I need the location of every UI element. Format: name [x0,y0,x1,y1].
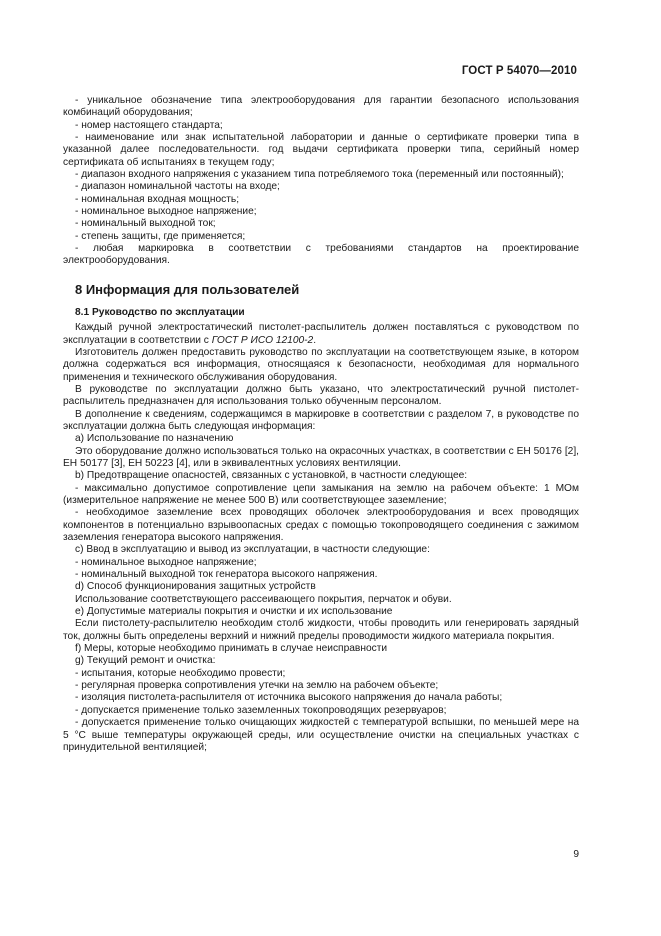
list-item: - номинальная входная мощность; [75,193,240,205]
list-item: - диапазон входного напряжения с указанием типа потребляемого тока (переменный или постоянный); [75,169,564,181]
paragraph-text: Каждый ручной электростатический пистолет-распылитель должен поставляться с руководством по эксплуатации в соответствии с [63,322,579,346]
list-item: - номер настоящего стандарта; [75,119,223,131]
paragraph: Каждый ручной электростатический пистолет-распылитель должен поставляться с руководством по эксплуатации в соответствии с ГОСТ Р ИСО 12100-2. [63,322,579,346]
list-item: - номинальное выходное напряжение; [75,556,257,568]
list-item: - диапазон номинальной частоты на входе; [75,181,280,193]
list-item: - изоляция пистолета-распылителя от источника высокого напряжения до начала работы; [75,692,503,704]
subsection-heading: 8.1 Руководство по эксплуатации [75,306,245,318]
paragraph: Это оборудование должно использоваться только на окрасочных участках, в соответствии с ЕН 50176 [2], ЕН 50177 [3], ЕН 50223 [4], или в эквивалентных условиях вентиляции. [63,445,579,469]
list-item: - степень защиты, где применяется; [75,230,246,242]
standard-designation: ГОСТ Р 54070—2010 [461,65,577,77]
list-item: - регулярная проверка сопротивления утечки на землю на рабочем объекте; [75,680,439,692]
list-item: - номинальный выходной ток; [75,218,216,230]
list-item: - максимально допустимое сопротивление цепи замыкания на землю на рабочем объекте: 1 МОм (измерительное напряжение не менее 500 В) или соответствующее заземление; [63,482,579,506]
list-item: - испытания, которые необходимо провести; [75,667,286,679]
item-heading: e) Допустимые материалы покрытия и очистки и их использование [75,606,393,618]
list-item: - необходимое заземление всех проводящих оболочек электрооборудования и всех проводящих компонентов в потенциально взрывоопасных средах с помощью токопроводящего соединения с зажимом заземления генератора высокого напряжения. [63,507,579,543]
paragraph: Изготовитель должен предоставить руководство по эксплуатации на соответствующем языке, в котором должна содержаться вся информация, относящаяся к безопасности, необходимая для нормального применения и технического обслуживания оборудования. [63,346,579,383]
page-number: 9 [573,849,579,860]
section-heading: 8 Информация для пользователей [75,281,300,297]
item-heading: d) Способ функционирования защитных устройств [75,581,316,593]
paragraph: В дополнение к сведениям, содержащимся в маркировке в соответствии с разделом 7, в руководстве по эксплуатации должна быть следующая информация: [63,408,579,432]
paragraph: Если пистолету-распылителю необходим столб жидкости, чтобы проводить или генерировать зарядный ток, должны быть определены верхний и нижний пределы проводимости жидкого материала покрытия. [63,618,579,642]
paragraph: Использование соответствующего рассеивающего покрытия, перчаток и обуви. [75,593,452,605]
list-item: - любая маркировка в соответствии с требованиями стандартов на проектирование электрооборудования. [63,243,579,267]
list-item: - допускается применение только очищающих жидкостей с температурой вспышки, по меньшей мере на 5 °С выше температуры окружающей среды, или осуществление очистки на специальных участках с принудительной вентиляцией; [63,717,579,753]
item-heading: g) Текущий ремонт и очистка: [75,655,216,667]
item-heading: f) Меры, которые необходимо принимать в случае неисправности [75,643,388,655]
item-heading: b) Предотвращение опасностей, связанных с установкой, в частности следующее: [75,470,468,482]
list-item: - номинальное выходное напряжение; [75,206,257,218]
item-heading: a) Использование по назначению [75,433,234,445]
paragraph: В руководстве по эксплуатации должно быть указано, что электростатический ручной пистолет-распылитель предназначен для использования только обученным персоналом. [63,383,579,408]
list-item: - наименование или знак испытательной лаборатории и данные о сертификате проверки типа в указанной далее последовательности. год выдачи сертификата проверки типа, серийный номер сертификата об испытаниях в текущем году; [63,132,579,168]
list-item: - уникальное обозначение типа электрооборудования для гарантии безопасного использования комбинаций оборудования; [63,95,579,119]
item-heading: c) Ввод в эксплуатацию и вывод из эксплуатации, в частности следующие: [75,544,430,556]
list-item: - допускается применение только заземленных токопроводящих резервуаров; [75,704,447,716]
document-body [63,95,579,754]
list-item: - номинальный выходной ток генератора высокого напряжения. [75,569,378,581]
standard-reference: ГОСТ Р ИСО 12100-2 [211,334,314,346]
